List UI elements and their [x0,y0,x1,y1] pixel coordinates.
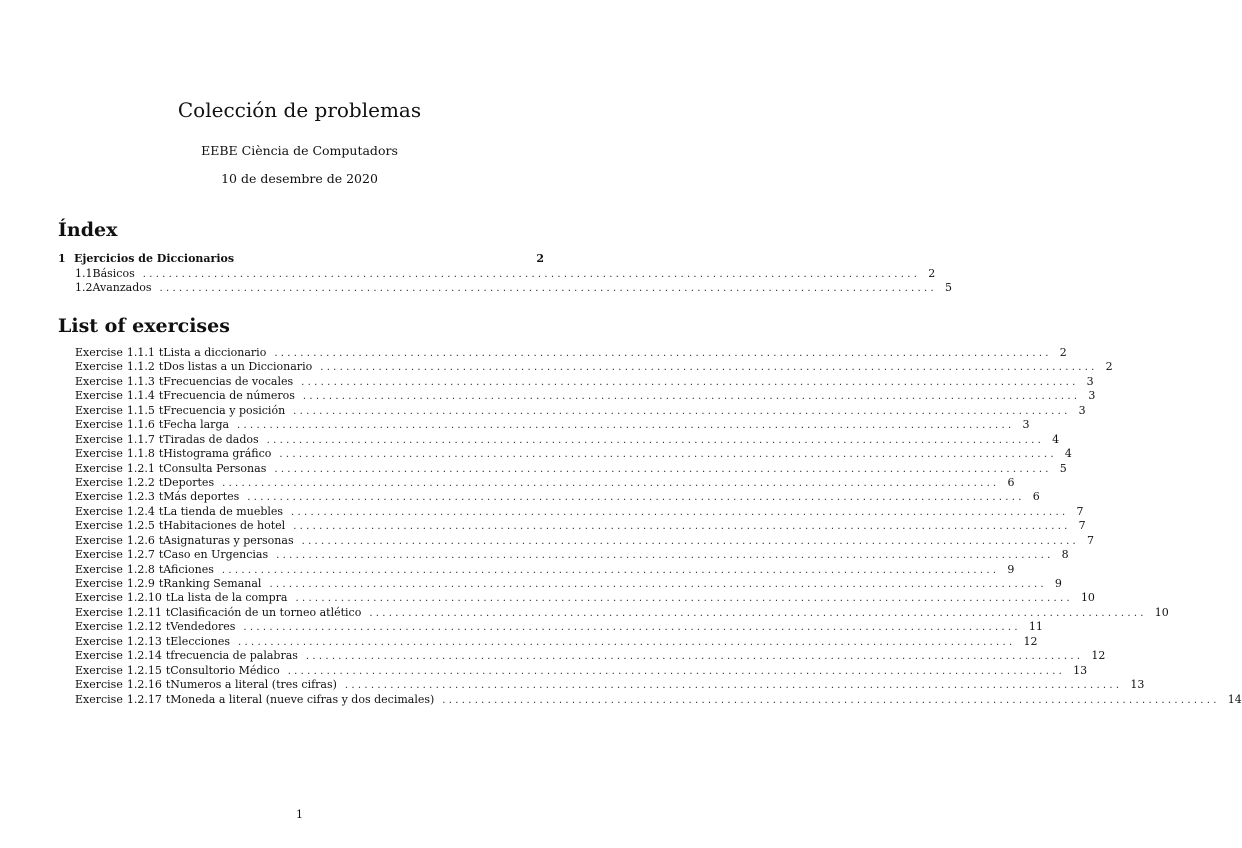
exercise-row[interactable] [75,504,1084,519]
exercise-leader-dots: ........................................................................................................................ [247,492,1025,504]
exercise-leader-dots: ........................................................................................................................ [302,391,1081,403]
exercise-number: 1.1.5 [126,403,155,417]
exercise-page: 2 [1059,346,1067,359]
exercise-page: 7 [1076,504,1084,518]
exercise-prefix: Exercise [75,461,123,475]
exercise-page: 9 [1007,562,1015,576]
exercise-leader-dots: ........................................................................................................................ [266,434,1045,446]
exercise-number: 1.2.9 [126,577,155,590]
exercise-page: 2 [1105,360,1113,374]
exercise-number: 1.2.16 [126,678,162,692]
exercise-prefix: Exercise [75,418,123,432]
exercise-label: tMás deportes [158,490,240,504]
toc-subsection-label: Básicos [92,266,135,280]
toc-subsection-row[interactable] [58,281,952,296]
exercise-label: tConsultorio Médico [165,663,280,677]
exercise-row[interactable] [75,432,1060,447]
toc-subsection-label: Avanzados [92,281,152,295]
exercise-leader-dots: ........................................................................................................................ [269,579,1047,590]
exercise-page: 12 [1091,649,1106,663]
exercise-page: 8 [1061,548,1069,562]
exercise-label: tVendedores [165,620,236,634]
exercise-label: tLa lista de la compra [165,591,288,605]
exercise-leader-dots: ........................................................................................................................ [295,593,1073,605]
exercise-page: 11 [1028,620,1043,634]
exercise-row[interactable] [75,649,1106,663]
exercise-page: 3 [1088,389,1096,403]
exercise-row[interactable] [75,346,1067,360]
exercise-number: 1.1.6 [126,418,155,432]
exercise-label: tDos listas a un Diccionario [158,360,313,374]
exercise-prefix: Exercise [75,678,123,692]
exercise-leader-dots: ........................................................................................................................ [442,694,1220,706]
exercise-leader-dots: ........................................................................................................................ [369,607,1147,619]
exercise-leader-dots: ........................................................................................................................ [305,651,1084,663]
exercise-page: 4 [1052,432,1060,446]
toc-subsection-page: 5 [944,281,952,295]
index-heading: Índex [58,219,118,241]
exercise-prefix: Exercise [75,649,123,663]
exercise-number: 1.1.4 [126,389,155,403]
exercise-leader-dots: ........................................................................................................................ [274,348,1052,359]
exercise-page: 10 [1154,605,1169,619]
toc-section-number: 1 [58,252,66,265]
exercise-label: tHistograma gráfico [158,447,272,461]
exercise-label: tAficiones [158,562,214,576]
exercise-row[interactable] [75,634,1038,649]
exercise-page: 4 [1064,447,1072,461]
toc-section-label: Ejercicios de Diccionarios [74,252,235,265]
toc-section-row[interactable] [58,252,544,267]
exercise-number: 1.2.6 [126,533,155,547]
exercise-label: tClasificación de un torneo atlético [165,605,362,619]
exercise-prefix: Exercise [75,490,123,504]
exercise-row[interactable] [75,692,1242,707]
exercise-leader-dots: ........................................................................................................................ [238,636,1016,648]
exercise-leader-dots: ........................................................................................................................ [276,550,1054,562]
exercise-row[interactable] [75,577,1062,591]
exercise-prefix: Exercise [75,692,123,706]
exercise-row[interactable] [75,663,1088,678]
exercise-label: tFrecuencia de números [158,389,295,403]
exercise-page: 3 [1086,374,1094,388]
exercise-label: tDeportes [158,475,215,489]
exercise-number: 1.2.15 [126,663,162,677]
exercise-leader-dots: ........................................................................................................................ [221,564,1000,576]
exercise-prefix: Exercise [75,591,123,605]
exercise-page: 6 [1007,475,1015,489]
exercise-label: tLista a diccionario [158,346,267,359]
exercise-row[interactable] [75,591,1095,605]
exercise-label: tHabitaciones de hotel [158,519,286,533]
exercise-prefix: Exercise [75,389,123,403]
exercise-number: 1.1.2 [126,360,155,374]
exercise-leader-dots: ........................................................................................................................ [243,622,1021,634]
exercise-prefix: Exercise [75,346,123,359]
toc-subsection-number: 1.2 [75,281,93,295]
exercise-leader-dots: ........................................................................................................................ [301,376,1079,388]
toc-leader-dots: ........................................................................................................................ [159,283,937,295]
exercise-prefix: Exercise [75,374,123,388]
exercise-prefix: Exercise [75,533,123,547]
exercise-number: 1.2.11 [126,605,162,619]
exercise-row[interactable] [75,548,1069,562]
exercise-leader-dots: ........................................................................................................................ [320,362,1098,374]
exercise-page: 3 [1022,418,1030,432]
exercise-number: 1.1.1 [126,346,155,359]
exercise-list [75,346,1242,707]
exercise-row[interactable] [75,620,1043,634]
exercise-prefix: Exercise [75,577,123,590]
exercise-page: 13 [1073,663,1088,677]
exercise-number: 1.2.13 [126,634,162,648]
exercise-row[interactable] [75,562,1015,577]
exercise-page: 14 [1227,692,1242,706]
exercise-page: 10 [1080,591,1095,605]
exercise-number: 1.2.1 [126,461,155,475]
exercise-row[interactable] [75,418,1030,432]
exercise-number: 1.2.5 [126,519,155,533]
exercise-row[interactable] [75,475,1015,490]
exercise-leader-dots: ........................................................................................................................ [222,477,1000,489]
toc-section-page: 2 [536,252,544,265]
exercise-number: 1.2.7 [126,548,155,562]
exercise-prefix: Exercise [75,663,123,677]
exercise-number: 1.2.12 [126,620,162,634]
exercise-number: 1.2.17 [126,692,162,706]
exercise-prefix: Exercise [75,432,123,446]
exercise-page: 7 [1078,519,1086,533]
exercise-label: tMoneda a literal (nueve cifras y dos decimales) [165,692,435,706]
exercise-page: 13 [1130,678,1145,692]
exercise-page: 12 [1023,634,1038,648]
exercise-prefix: Exercise [75,519,123,533]
exercise-prefix: Exercise [75,634,123,648]
exercise-page: 7 [1087,533,1095,547]
exercise-number: 1.1.3 [126,374,155,388]
exercise-page: 9 [1054,577,1062,590]
exercise-row[interactable] [75,490,1040,504]
exercise-row[interactable] [75,360,1113,374]
exercise-label: tFrecuencias de vocales [158,374,294,388]
exercise-prefix: Exercise [75,548,123,562]
exercise-number: 1.2.3 [126,490,155,504]
exercise-label: tFrecuencia y posición [158,403,286,417]
exercise-prefix: Exercise [75,620,123,634]
exercise-leader-dots: ........................................................................................................................ [301,535,1080,547]
exercise-page: 6 [1032,490,1040,504]
toc-leader-dots: ........................................................................................................................ [142,268,921,280]
exercise-leader-dots: ........................................................................................................................ [293,405,1071,417]
exercise-row[interactable] [75,533,1095,548]
exercise-row[interactable] [75,678,1145,692]
toc-subsection-number: 1.1 [75,266,93,280]
document-date: 10 de desembre de 2020 [221,171,378,186]
exercises-heading: List of exercises [58,315,230,337]
table-of-contents [58,252,952,296]
exercise-page: 5 [1059,461,1067,475]
exercise-prefix: Exercise [75,403,123,417]
toc-subsection-page: 2 [928,266,936,280]
exercise-number: 1.2.4 [126,504,155,518]
page-number: 1 [296,808,303,821]
exercise-label: tLa tienda de muebles [158,504,284,518]
exercise-label: tAsignaturas y personas [158,533,294,547]
exercise-leader-dots: ........................................................................................................................ [279,449,1057,461]
exercise-number: 1.2.2 [126,475,155,489]
exercise-row[interactable] [75,447,1072,461]
exercise-row[interactable] [75,389,1096,403]
exercise-leader-dots: ........................................................................................................................ [274,463,1052,475]
exercise-label: tElecciones [165,634,231,648]
exercise-prefix: Exercise [75,504,123,518]
document-title: Colección de problemas [177,98,422,122]
exercise-row[interactable] [75,461,1067,476]
exercise-label: tNumeros a literal (tres cifras) [165,678,337,692]
exercise-number: 1.2.14 [126,649,162,663]
exercise-leader-dots: ........................................................................................................................ [291,506,1069,518]
exercise-prefix: Exercise [75,605,123,619]
exercise-number: 1.1.7 [126,432,155,446]
exercise-leader-dots: ........................................................................................................................ [344,680,1123,692]
exercise-leader-dots: ........................................................................................................................ [287,665,1066,677]
exercise-row[interactable] [75,605,1169,620]
exercise-label: tfrecuencia de palabras [165,649,298,663]
exercise-number: 1.2.8 [126,562,155,576]
exercise-page: 3 [1078,403,1086,417]
exercise-label: tRanking Semanal [158,577,262,590]
exercise-row[interactable] [75,403,1086,418]
exercise-number: 1.2.10 [126,591,162,605]
exercise-prefix: Exercise [75,562,123,576]
exercise-row[interactable] [75,519,1086,533]
exercise-label: tConsulta Personas [158,461,267,475]
toc-subsection-row[interactable] [58,266,936,282]
document-author: EEBE Ciència de Computadors [201,143,398,158]
exercise-label: tTiradas de dados [158,432,259,446]
exercise-prefix: Exercise [75,447,123,461]
exercise-prefix: Exercise [75,360,123,374]
exercise-prefix: Exercise [75,475,123,489]
exercise-leader-dots: ........................................................................................................................ [293,521,1071,533]
exercise-label: tFecha larga [158,418,230,432]
exercise-row[interactable] [75,374,1094,389]
exercise-number: 1.1.8 [126,447,155,461]
exercise-label: tCaso en Urgencias [158,548,269,562]
exercise-leader-dots: ........................................................................................................................ [237,420,1015,432]
